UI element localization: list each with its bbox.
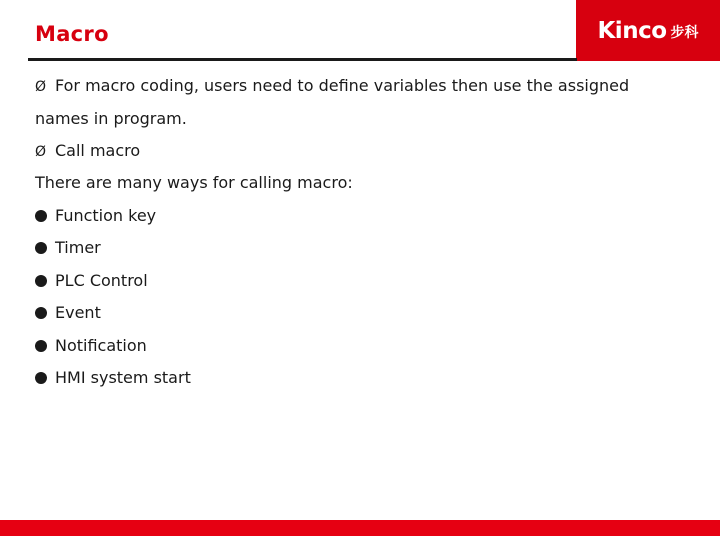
list-item-label: PLC Control (55, 271, 148, 290)
paragraph-macro-coding-cont: names in program. (35, 109, 187, 128)
list-item-label: Function key (55, 206, 157, 225)
logo-brand-text: Kinco (597, 17, 667, 44)
paragraph-call-macro (35, 141, 140, 162)
list-item (35, 206, 156, 226)
bullet-dot-icon (35, 372, 47, 384)
title-divider (28, 58, 577, 61)
bullet-dot-icon (35, 307, 47, 319)
paragraph-macro-coding (35, 76, 629, 97)
bullet-dot-icon (35, 210, 47, 222)
list-item (35, 336, 147, 356)
list-item-label: HMI system start (55, 368, 191, 387)
paragraph-call-macro-text: Call macro (55, 141, 141, 160)
arrow-bullet-icon: Ø (35, 144, 47, 160)
bullet-dot-icon (35, 275, 47, 287)
logo-chinese-text: 步科 (670, 25, 699, 41)
bullet-dot-icon (35, 242, 47, 254)
list-item (35, 368, 191, 388)
bullet-dot-icon (35, 340, 47, 352)
slide-title: Macro (35, 22, 109, 46)
footer-bar (0, 520, 720, 536)
paragraph-macro-coding-text: For macro coding, users need to define variables then use the assigned (55, 76, 630, 95)
list-item (35, 238, 101, 258)
list-item (35, 271, 148, 291)
paragraph-ways: There are many ways for calling macro: (35, 173, 353, 192)
list-item-label: Notification (55, 336, 147, 355)
brand-logo (576, 0, 720, 61)
list-item (35, 303, 101, 323)
arrow-bullet-icon: Ø (35, 79, 47, 95)
list-item-label: Event (55, 303, 101, 322)
list-item-label: Timer (55, 238, 101, 257)
